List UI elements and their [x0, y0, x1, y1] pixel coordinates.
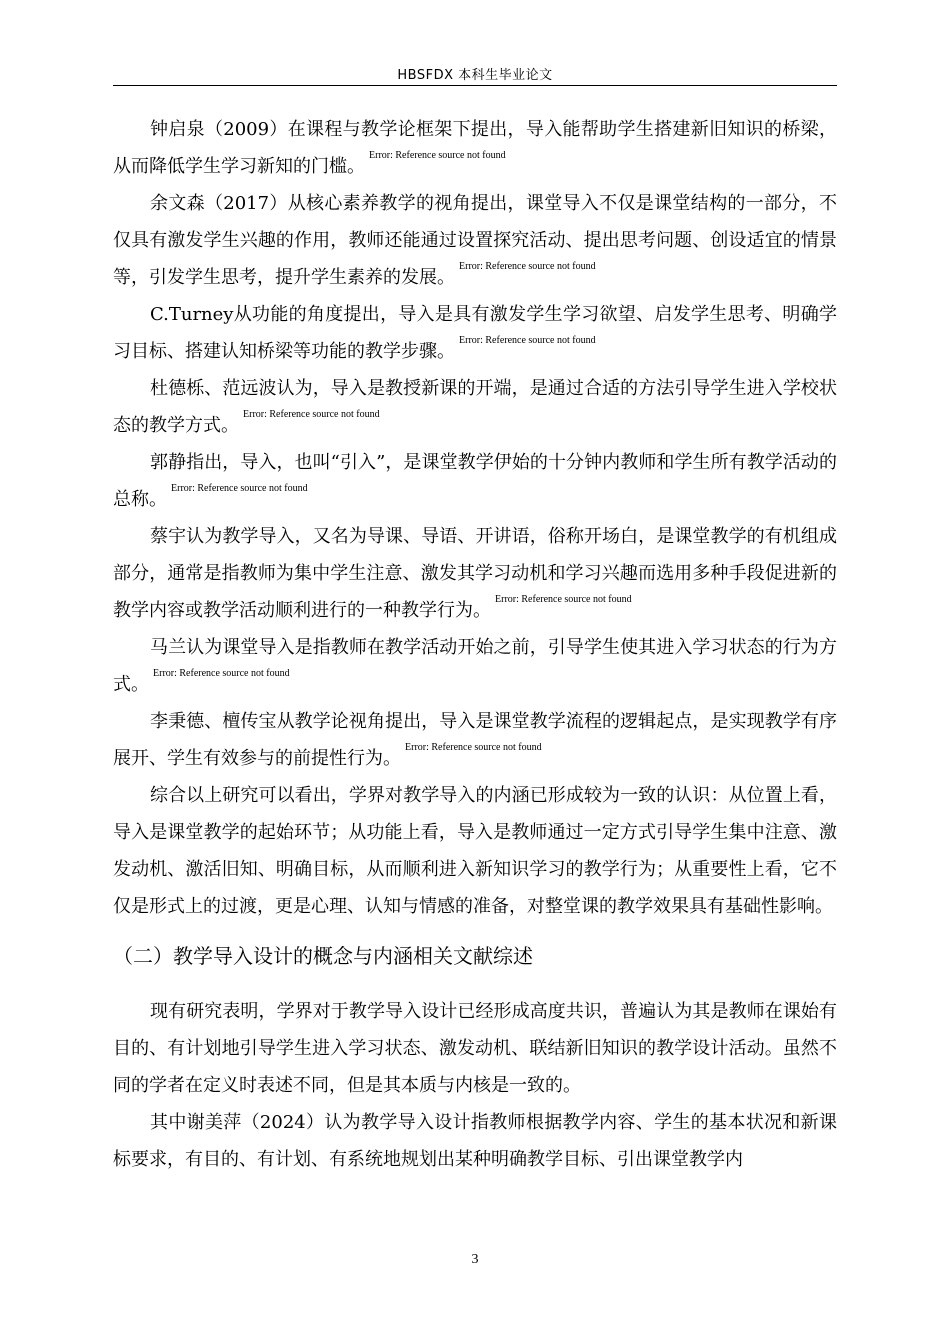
paragraph-text: 钟启泉（2009）在课程与教学论框架下提出，导入能帮助学生搭建新旧知识的桥梁，从而降低学生学习新知的门槛。 [113, 119, 837, 177]
body-paragraph [113, 629, 837, 703]
paragraph-text: 余文森（2017）从核心素养教学的视角提出，课堂导入不仅是课堂结构的一部分，不仅具有激发学生兴趣的作用，教师还能通过设置探究活动、提出思考问题、创设适宜的情景等，引发学生思考，提升学生素养的发展。 [113, 193, 837, 288]
body-paragraph [113, 518, 837, 629]
body-content [113, 111, 837, 1178]
body-paragraph [113, 370, 837, 444]
header-rule [113, 85, 837, 86]
body-paragraph [113, 993, 837, 1104]
paragraph-text: 马兰认为课堂导入是指教师在教学活动开始之前，引导学生使其进入学习状态的行为方式。 [113, 637, 837, 695]
reference-error: Error: Reference source not found [171, 483, 308, 494]
paragraph-text: 蔡宇认为教学导入，又名为导课、导语、开讲语，俗称开场白，是课堂教学的有机组成部分，通常是指教师为集中学生注意、激发其学习动机和学习兴趣而选用多种手段促进新的教学内容或教学活动顺利进行的一种教学行为。 [113, 526, 837, 621]
paragraph-text: 杜德栎、范远波认为，导入是教授新课的开端，是通过合适的方法引导学生进入学校状态的教学方式。 [113, 378, 837, 436]
reference-error: Error: Reference source not found [459, 261, 596, 272]
paragraph-text: 现有研究表明，学界对于教学导入设计已经形成高度共识，普遍认为其是教师在课始有目的、有计划地引导学生进入学习状态、激发动机、联结新旧知识的教学设计活动。虽然不同的学者在定义时表述不同，但是其本质与内核是一致的。 [113, 1001, 837, 1096]
reference-error: Error: Reference source not found [459, 335, 596, 346]
paragraph-text: 综合以上研究可以看出，学界对教学导入的内涵已形成较为一致的认识：从位置上看，导入是课堂教学的起始环节；从功能上看，导入是教师通过一定方式引导学生集中注意、激发动机、激活旧知、明确目标，从而顺利进入新知识学习的教学行为；从重要性上看，它不仅是形式上的过渡，更是心理、认知与情感的准备，对整堂课的教学效果具有基础性影响。 [113, 785, 837, 917]
paragraph-text: 李秉德、檀传宝从教学论视角提出，导入是课堂教学流程的逻辑起点，是实现教学有序展开、学生有效参与的前提性行为。 [113, 711, 837, 769]
reference-error: Error: Reference source not found [405, 742, 542, 753]
body-paragraph [113, 185, 837, 296]
page-number: 3 [471, 1252, 479, 1267]
running-header: HBSFDX 本科生毕业论文 [397, 68, 553, 83]
reference-error: Error: Reference source not found [495, 594, 632, 605]
body-paragraph [113, 1104, 837, 1178]
paragraph-text: 其中谢美萍（2024）认为教学导入设计指教师根据教学内容、学生的基本状况和新课标要求，有目的、有计划、有系统地规划出某种明确教学目标、引出课堂教学内 [113, 1112, 837, 1170]
reference-error: Error: Reference source not found [369, 150, 506, 161]
reference-error: Error: Reference source not found [153, 668, 290, 679]
section-heading: （二）教学导入设计的概念与内涵相关文献综述 [113, 944, 533, 968]
body-paragraph [113, 111, 837, 185]
body-paragraph [113, 777, 837, 925]
reference-error: Error: Reference source not found [243, 409, 380, 420]
body-paragraph [113, 444, 837, 518]
paragraph-text: 郭静指出，导入，也叫“引入”，是课堂教学伊始的十分钟内教师和学生所有教学活动的总称。 [113, 452, 837, 510]
paragraph-text: C.Turney从功能的角度提出，导入是具有激发学生学习欲望、启发学生思考、明确学习目标、搭建认知桥梁等功能的教学步骤。 [113, 304, 837, 362]
body-paragraph [113, 703, 837, 777]
body-paragraph [113, 296, 837, 370]
